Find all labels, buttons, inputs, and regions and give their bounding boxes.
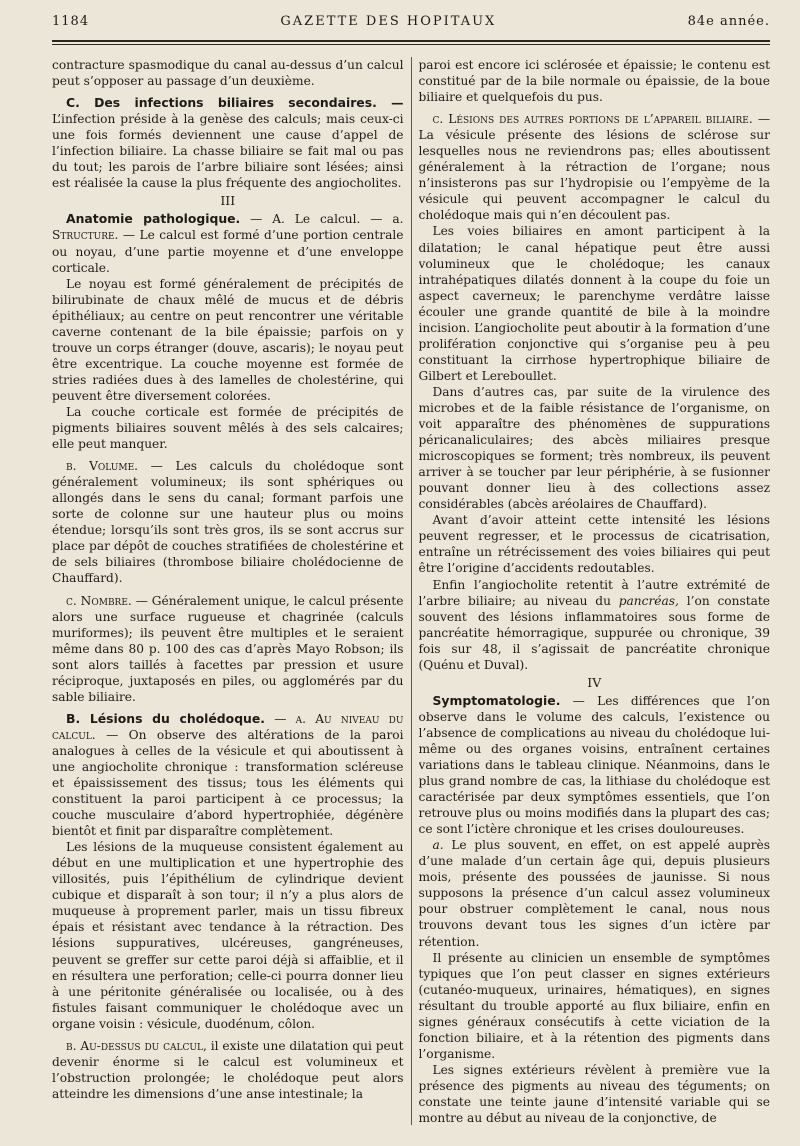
paragraph: c. Nombre. — Généralement unique, le calcul présente alors une surface rugueuse et chagrinée (calculs muriformes); ils peuvent être multiples et le seraient même dans 80 p. 100 des cas d’après Mayo Robson; ils sont alors taillés à facettes par pression et usure réciproque, juxtaposés en piles, ou agglomérés par du sable biliaire.: [52, 593, 404, 704]
header-rule-thin: [52, 44, 770, 45]
paragraph: Symptomatologie. — Les différences que l’on observe dans le volume des calculs, l’existence ou l’absence de complications au niveau du cholédoque lui-même ou des organes voisins, entraînent certaines variations dans le tableau clinique. Néanmoins, dans le plus grand nombre de cas, la lithiase du cholédoque est caractérisée par deux symptômes essentiels, que l’on retrouve plus ou moins modifiés dans la plupart des cas; ce sont l’ictère chronique et les crises douloureuses.: [418, 692, 770, 837]
section-number: IV: [587, 674, 602, 690]
paragraph: c. Lésions des autres portions de l’appareil biliaire. — La vésicule présente des lésions de sclérose sur lesquelles nous ne reviendrons pas; elles aboutissent généralement à la rétraction de l’organe; nous n’insisterons pas sur l’hydropisie ou l’empyème de la vésicule qui peuvent accompagner le calcul du cholédoque mais qui n’en découlent pas.: [418, 112, 770, 223]
paragraph: Il présente au clinicien un ensemble de symptômes typiques que l’on peut classer en signes extérieurs (cutanéo-muqueux, urinaires, hématiques), en signes résultant du trouble apporté au flux biliaire, enfin en signes généraux consécutifs à cette viciation de la fonction biliaire, et à la rétention des pigments dans l’organisme.: [418, 950, 770, 1061]
subheading: b. Volume.: [66, 459, 139, 474]
section-heading: Anatomie pathologique.: [66, 211, 241, 227]
paragraph: paroi est encore ici sclérosée et épaissie; le contenu est constitué par de la bile normale ou épaissie, de la boue biliaire et quelquefois du pus.: [418, 58, 770, 105]
section-heading: B. Lésions du cholédoque.: [66, 710, 265, 726]
right-column: [419, 57, 771, 1125]
paragraph: contracture spasmodique du canal au-dessus d’un calcul peut s’opposer au passage d’un deuxième.: [52, 58, 404, 89]
paragraph: B. Lésions du cholédoque. — a. Au niveau du calcul. — On observe des altérations de la paroi analogues à celles de la vésicule et qui aboutissent à une angiocholite chronique : transformation scléreuse et épaississement des tissus; tous les éléments qui constituent la paroi participent à ce processus; la couche musculaire d’abord hypertrophiée, dégénère bientôt et finit par disparaître complètement.: [52, 710, 404, 839]
journal-title: GAZETTE DES HOPITAUX: [280, 14, 497, 29]
left-column: [52, 57, 404, 1125]
header-rule: [52, 40, 770, 42]
paragraph: C. Des infections biliaires secondaires. — L’infection préside à la genèse des calculs; mais ceux-ci une fois formés deviennent une cause d’appel de l’infection biliaire. La chasse biliaire se fait mal ou pas du tout; les parois de l’arbre biliaire sont lésées; ainsi est réalisée la cause la plus fréquente des angiocholites.: [52, 95, 404, 191]
paragraph: Enfin l’angiocholite retentit à l’autre extrémité de l’arbre biliaire; au niveau du pancréas, l’on constate souvent des lésions inflammatoires sous forme de pancréatite hémorragique, suppurée ou chronique, 39 fois sur 48, il s’agissait de pancréatite chronique (Quénu et Duval).: [418, 577, 770, 672]
text-columns: [52, 57, 770, 1125]
subheading: Structure.: [52, 228, 119, 243]
paragraph: Dans d’autres cas, par suite de la virulence des microbes et de la faible résistance de l’organisme, on voit apparaître des phénomènes de suppurations péricanaliculaires; des abcès miliaires presque microscopiques se forment; très nombreux, ils peuvent arriver à se toucher par leur périphérie, à se fusionner pouvant donner lieu à des collections assez considérables (abcès aréolaires de Chauffard).: [418, 384, 770, 512]
paragraph: La couche corticale est formée de précipités de pigments biliaires souvent mêlés à des sels calcaires; elle peut manquer.: [52, 404, 404, 452]
subheading: c. Lésions des autres portions de l’appareil biliaire.: [432, 112, 753, 127]
paragraph: Avant d’avoir atteint cette intensité les lésions peuvent regresser, et le processus de cicatrisation, entraîne un rétrécissement des voies biliaires qui peut être l’origine d’accidents redoutables.: [418, 513, 770, 576]
section-number: III: [220, 193, 236, 209]
paragraph: b. Volume. — Les calculs du cholédoque sont généralement volumineux; ils sont sphériques ou allongés dans le sens du canal; formant parfois une sorte de colonne sur une hauteur plus ou moins étendue; lorsqu’ils sont très gros, ils se sont accrus sur place par dépôt de couches stratifiées de cholestérine et de sels biliaires (thrombose biliaire cholédocienne de Chauffard).: [52, 459, 404, 586]
subheading: c. Nombre.: [66, 593, 132, 608]
paragraph: Les signes extérieurs révèlent à première vue la présence des pigments au niveau des téguments; on constate une teinte jaune d’intensité variable qui se montre au début au niveau de la conjonctive, de: [418, 1062, 770, 1125]
paragraph: a. Le plus souvent, en effet, on est appelé auprès d’une malade d’un certain âge qui, depuis plusieurs mois, présente des poussées de jaunisse. Si nous supposons la présence d’un calcul assez volumineux pour obstruer complètement le canal, nous nous trouvons devant tous les signes d’un ictère par rétention.: [418, 838, 770, 949]
paragraph: Les voies biliaires en amont participent à la dilatation; le canal hépatique peut être aussi volumineux que le cholédoque; les canaux intrahépatiques dilatés donnent à la coupe du foie un aspect caverneux; le parenchyme verdâtre laisse écouler une grande quantité de bile à la moindre incision. L’angiocholite peut aboutir à la formation d’une prolifération conjonctive qui s’organise peu à peu constituant la cirrhose hypertrophique biliaire de Gilbert et Lereboullet.: [418, 224, 770, 383]
paragraph: b. Au-dessus du calcul, il existe une dilatation qui peut devenir énorme si le calcul est volumineux et l’obstruction prolongée; le cholédoque peut alors atteindre les dimensions d’une anse intestinale; la: [52, 1038, 404, 1101]
subheading: b. Au-dessus du calcul,: [66, 1038, 207, 1053]
page-number: 1184: [52, 14, 90, 29]
paragraph: Anatomie pathologique. — A. Le calcul. — a. Structure. — Le calcul est formé d’une portion centrale ou noyau, d’une partie moyenne et d’une enveloppe corticale.: [52, 211, 404, 275]
page-header: [52, 14, 770, 36]
paragraph: Les lésions de la muqueuse consistent également au début en une multiplication et une hypertrophie des villosités, puis l’épithélium de cylindrique devient cubique et disparaît à son tour; il n’y a plus alors de muqueuse à proprement parler, mais un tissu fibreux épais et résistant avec tendance à la rétraction. Des lésions suppuratives, ulcéreuses, gangréneuses, peuvent se greffer sur cette paroi déjà si affaiblie, et il en résultera une perforation; celle-ci pourra donner lieu à une péritonite généralisée ou localisée, ou à des fistules faisant communiquer le cholédoque avec un organe voisin : vésicule, duodénum, côlon.: [52, 840, 404, 1031]
year-label: 84e année.: [687, 14, 770, 29]
section-heading: C. Des infections biliaires secondaires. —: [66, 95, 404, 111]
section-heading: Symptomatologie.: [432, 692, 561, 708]
column-divider: [411, 57, 412, 1125]
paragraph: Le noyau est formé généralement de précipités de bilirubinate de chaux mêlé de mucus et de débris épithéliaux; au centre on peut rencontrer une véritable caverne contenant de la bile épaissie; parfois on y trouve un corps étranger (douve, ascaris); le noyau peut être excentrique. La couche moyenne est formée de stries radiées dues à des lamelles de cholestérine, qui peuvent être diversement colorées.: [52, 276, 404, 403]
